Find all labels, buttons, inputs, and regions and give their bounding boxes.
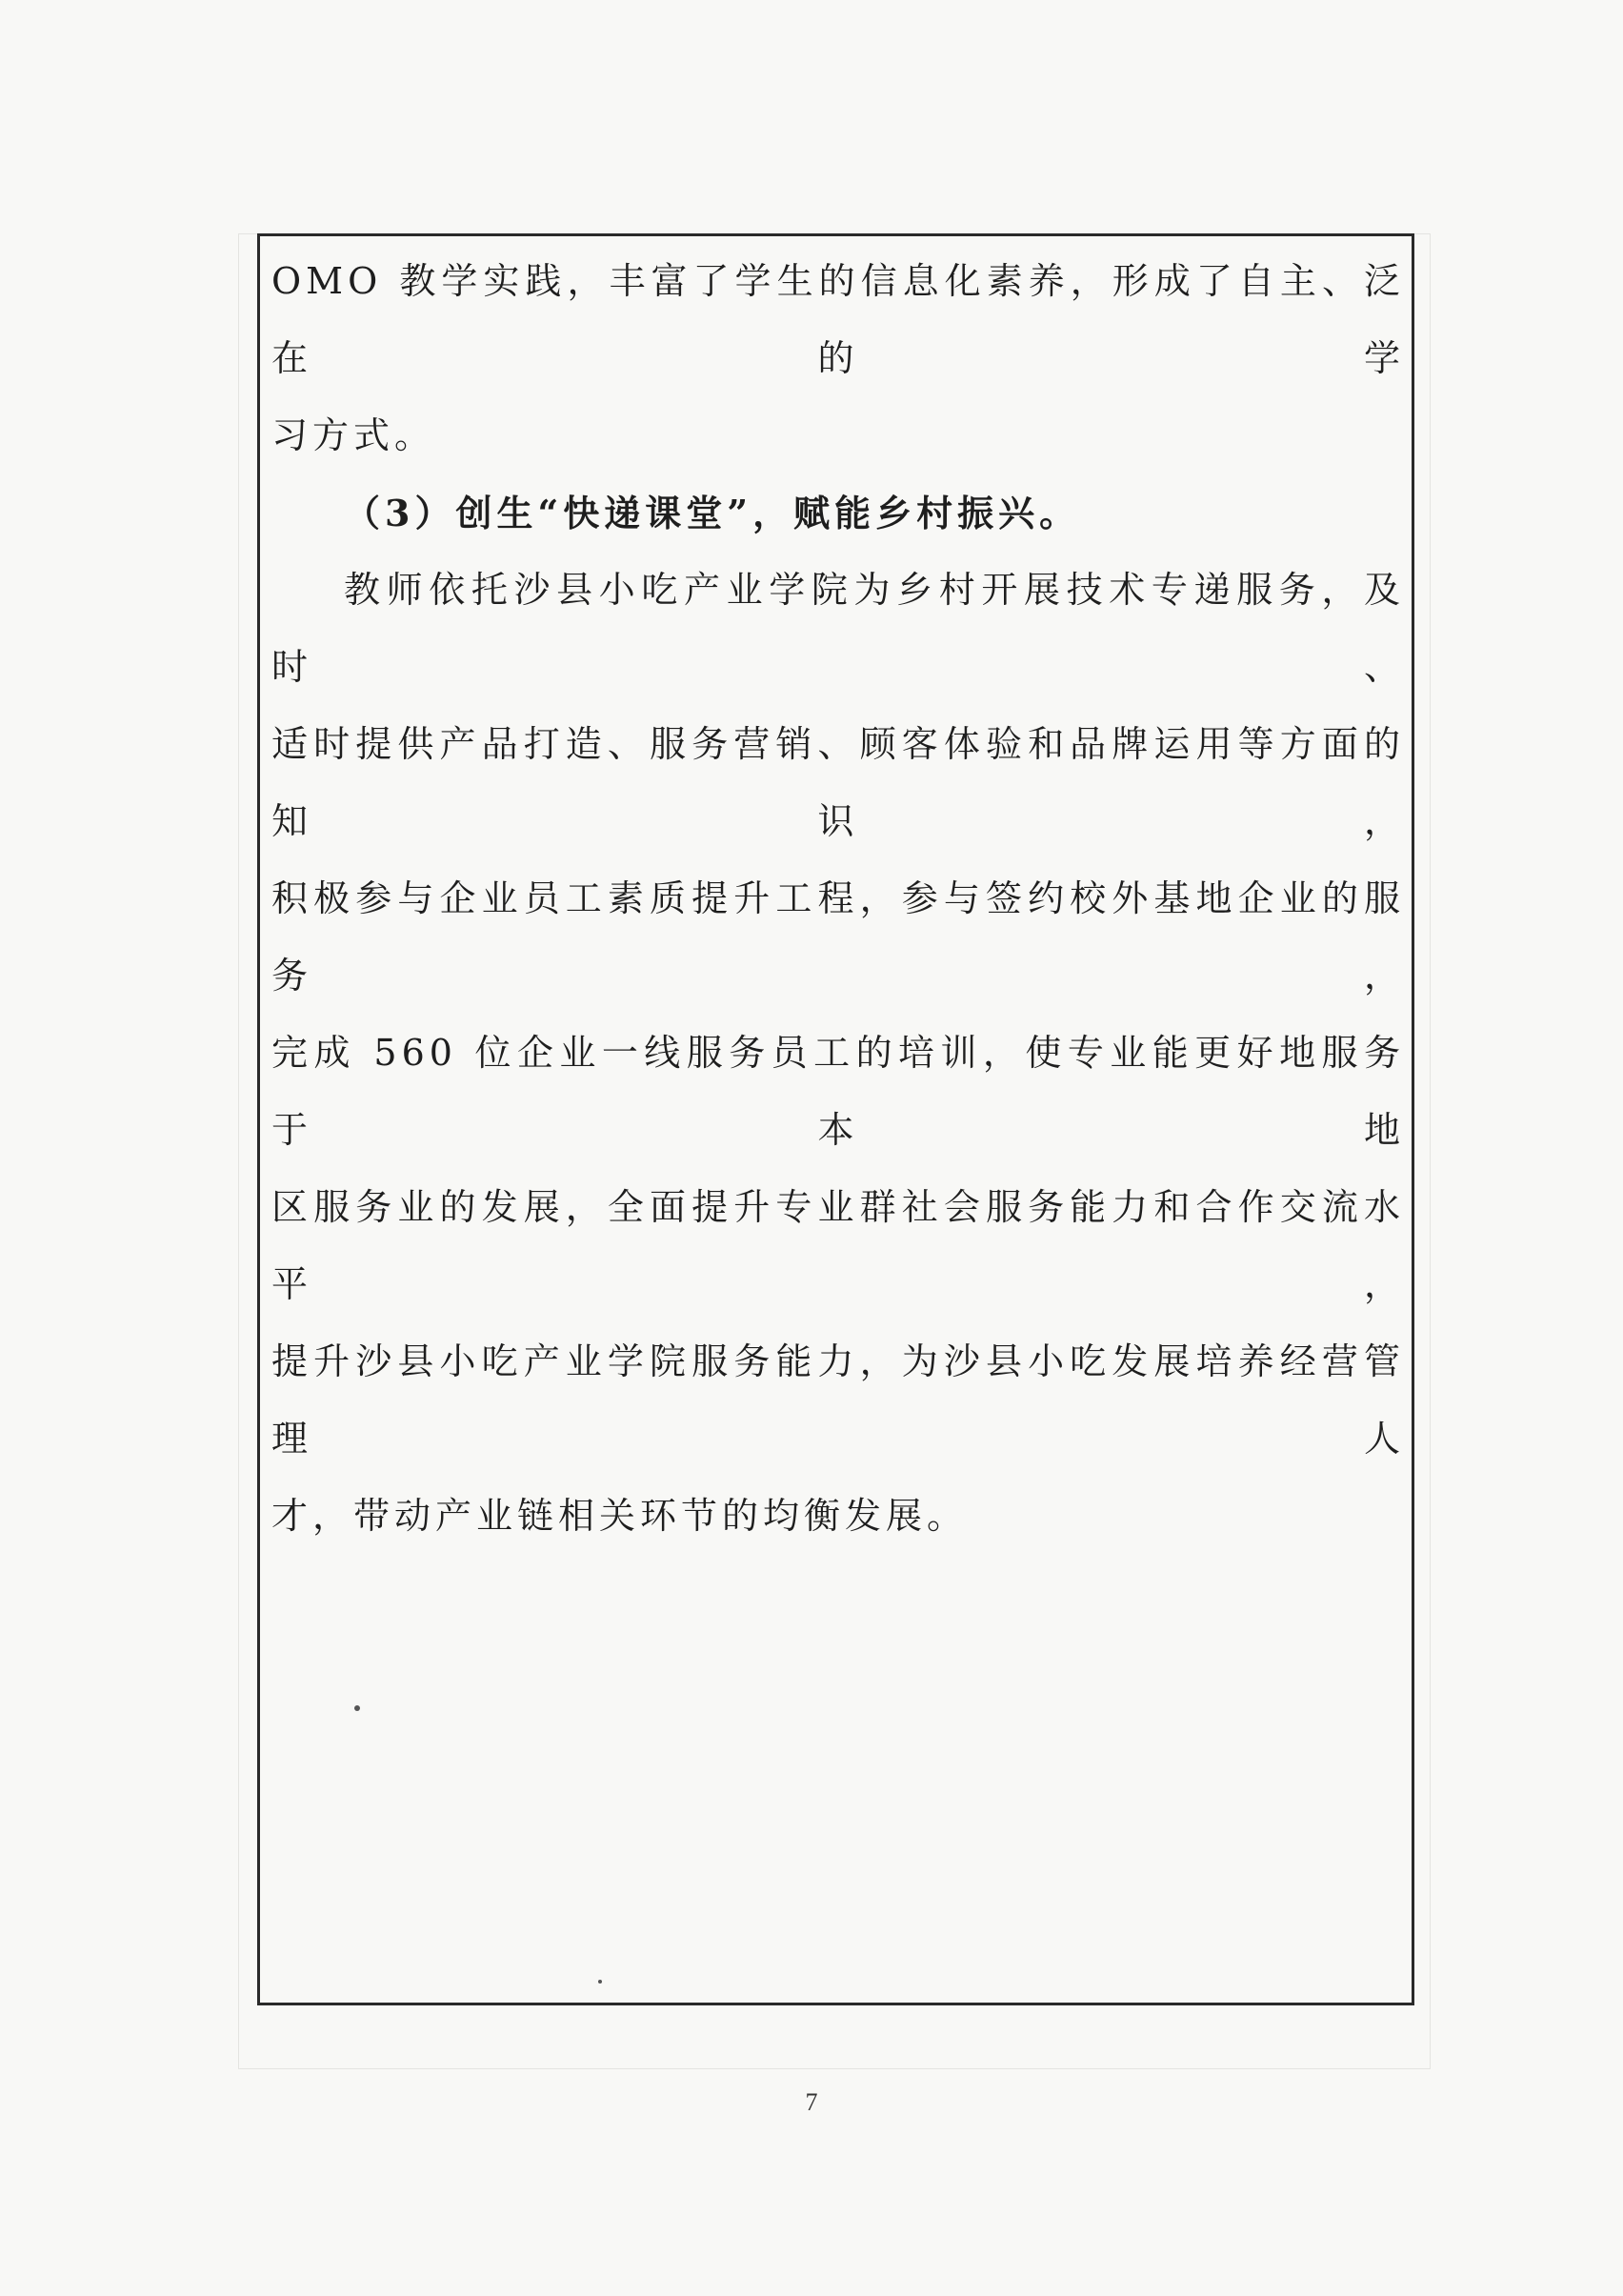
scan-speck xyxy=(598,1980,602,1984)
section-heading: （3）创生“快递课堂”，赋能乡村振兴。 xyxy=(344,492,1081,534)
paragraph-2-line-7: 才，带动产业链相关环节的均衡发展。 xyxy=(271,1495,969,1537)
paragraph-1-line-1: OMO 教学实践，丰富了学生的信息化素养，形成了自主、泛在的学 xyxy=(271,260,1405,379)
paragraph-1-line-2: 习方式。 xyxy=(271,414,436,456)
paragraph-2-line-1: 教师依托沙县小吃产业学院为乡村开展技术专递服务，及时、 xyxy=(271,569,1405,688)
paragraph-2-line-3: 积极参与企业员工素质提升工程，参与签约校外基地企业的服务， xyxy=(271,877,1405,997)
paragraph-2-line-4: 完成 560 位企业一线服务员工的培训，使专业能更好地服务于本地 xyxy=(271,1032,1405,1151)
paragraph-2-line-6: 提升沙县小吃产业学院服务能力，为沙县小吃发展培养经营管理人 xyxy=(271,1340,1405,1460)
paragraph-2-line-2: 适时提供产品打造、服务营销、顾客体验和品牌运用等方面的知识， xyxy=(271,723,1405,842)
document-content xyxy=(271,243,1405,1555)
scan-speck xyxy=(354,1705,360,1711)
page-number: 7 xyxy=(805,2088,818,2116)
paragraph-2-line-5: 区服务业的发展，全面提升专业群社会服务能力和合作交流水平， xyxy=(271,1186,1405,1305)
